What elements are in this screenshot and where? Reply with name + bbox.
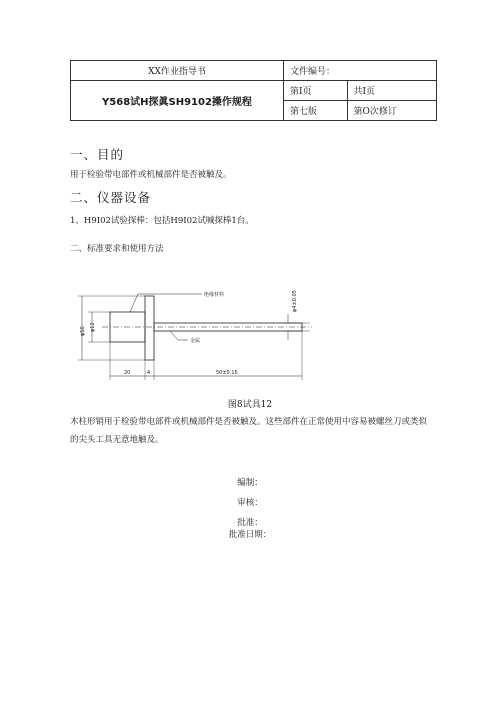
probe-flange	[145, 296, 154, 360]
reviewed-label: 审核：	[237, 498, 263, 508]
revision-label: 第O次修订	[353, 107, 397, 117]
dim-diameter-total: φ50	[80, 326, 86, 336]
section2-heading: 二、仪器设备	[70, 190, 152, 205]
label-metal: 金属	[190, 338, 201, 344]
description-paragraph: 木柱形销用于检验带电部件或机械部件是否被触及。这些部件在正常使用中容易被螺丝刀或类似的尖头工具无意地触及。	[70, 417, 428, 445]
doc-type-cell	[71, 61, 284, 81]
figure-caption: 图8试具12	[227, 400, 273, 410]
title-cell	[71, 81, 284, 121]
doc-no-cell	[284, 61, 437, 81]
approved-label: 批准：	[237, 518, 263, 528]
section1-heading: 一、目的	[70, 147, 125, 162]
dim-50: 50±0.15	[216, 370, 238, 376]
prepared-label: 编制：	[237, 478, 263, 488]
dim-4: 4	[147, 370, 151, 376]
doc-title: Y568试H探眞SH9102搡作规程	[102, 97, 252, 108]
revision-cell	[347, 101, 437, 121]
page-label: 第Ⅰ页	[290, 87, 312, 97]
section1-text: 用于检验带电部件或机械部件是否被触及。	[70, 170, 232, 180]
total-label: 共Ⅰ页	[353, 87, 376, 97]
dim-diameter: φ12	[90, 322, 96, 332]
section2-text: 1、H9I02试验探棒：包括H9I02试喊探棒1台。	[70, 216, 254, 226]
approval-date-label: 批准日期：	[228, 530, 272, 540]
edition-cell	[284, 101, 348, 121]
test-probe-drawing	[70, 278, 330, 386]
header-table	[70, 60, 437, 121]
label-insulation: 绝缘材料	[204, 292, 225, 298]
dim-tip: φ4±0.05	[292, 290, 298, 312]
section3-heading: 二、标准要求和使用方法	[70, 244, 164, 254]
dim-20: 20	[124, 370, 131, 376]
edition-label: 第七版	[290, 107, 318, 117]
total-cell	[347, 81, 437, 101]
page-cell	[284, 81, 348, 101]
doc-no-label: 文件编号：	[290, 67, 336, 77]
doc-type: XX作业指导书	[148, 67, 206, 77]
